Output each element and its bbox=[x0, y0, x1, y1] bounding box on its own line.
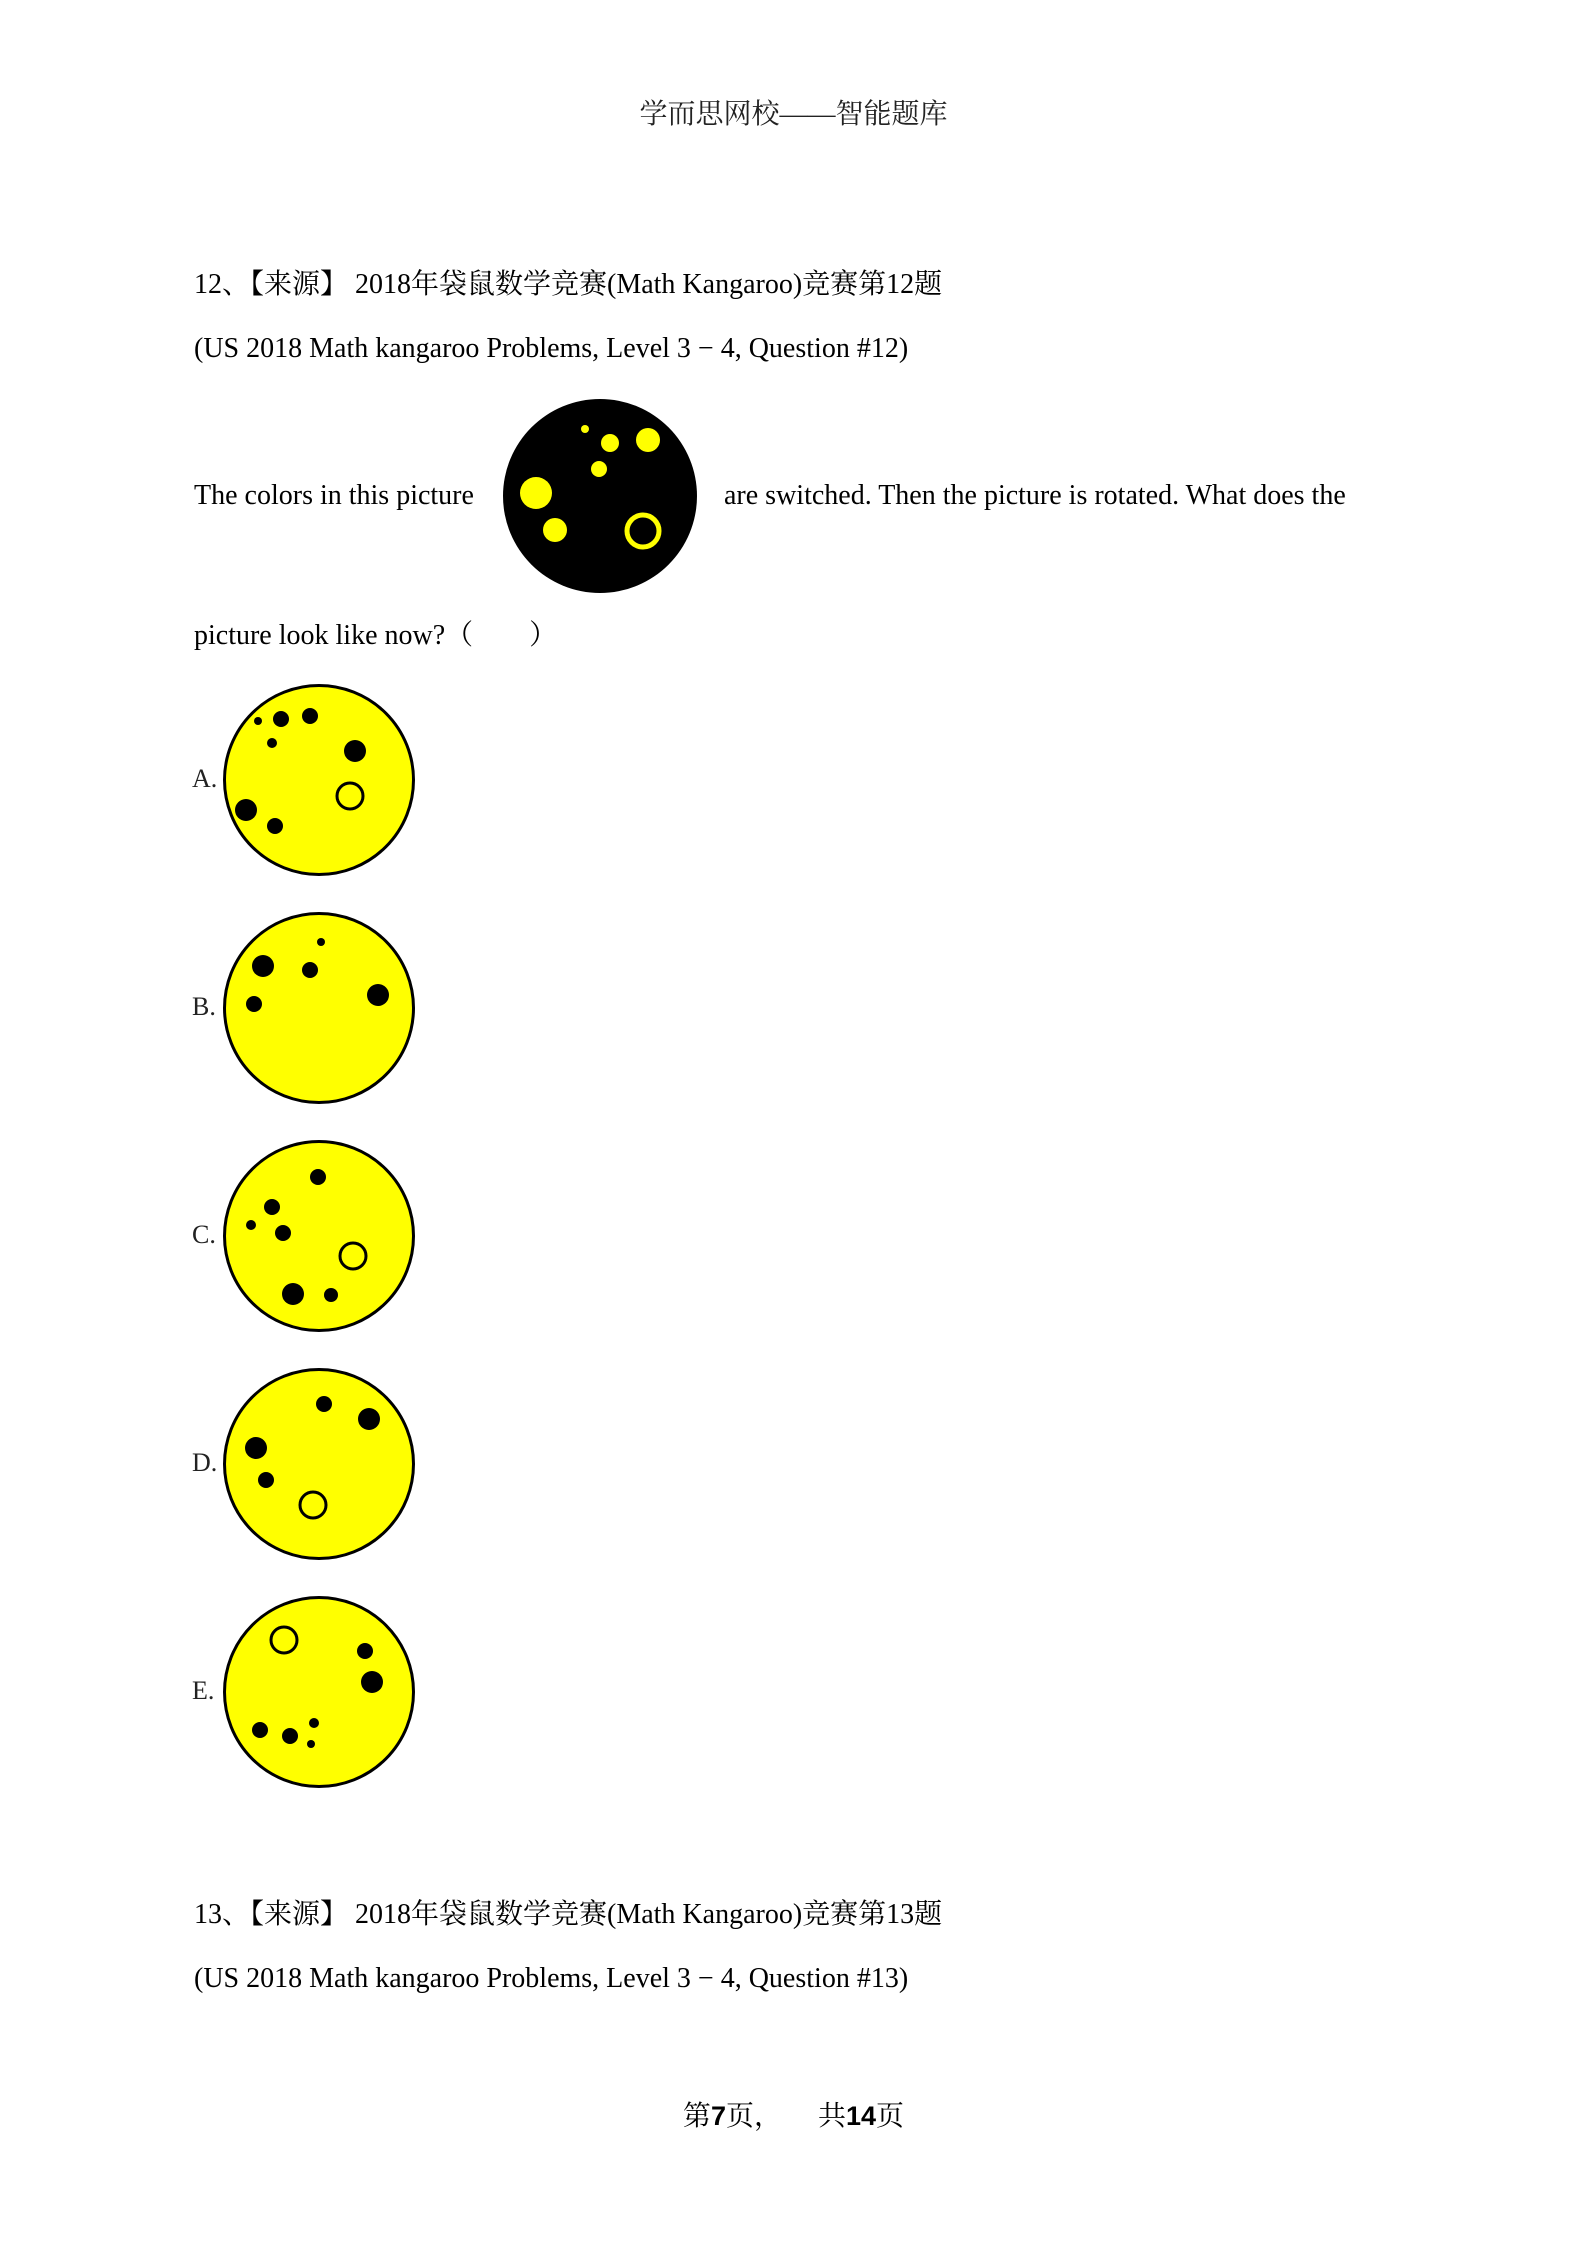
option-e-picture[interactable] bbox=[222, 1595, 416, 1789]
option-c-picture[interactable] bbox=[222, 1139, 416, 1333]
page-header-title: 学而思网校——智能题库 bbox=[639, 99, 948, 130]
option-a-label[interactable]: A. bbox=[192, 764, 218, 793]
question-13-source: 13、【来源】 2018年袋鼠数学竞赛(Math Kangaroo)竞赛第13题 bbox=[194, 1899, 943, 1930]
option-b-picture[interactable] bbox=[222, 911, 416, 1105]
option-d-label[interactable]: D. bbox=[192, 1448, 218, 1477]
page-footer bbox=[0, 2094, 1587, 2134]
question-12-text-part2: are switched. Then the picture is rotated. What does the bbox=[724, 480, 1346, 511]
option-b-label[interactable]: B. bbox=[192, 992, 216, 1021]
footer-total-number: 14 bbox=[846, 2101, 877, 2131]
footer-page-prefix: 第 bbox=[682, 2101, 711, 2132]
footer-total-suffix: 页 bbox=[876, 2101, 905, 2132]
footer-total-prefix: 共 bbox=[817, 2101, 846, 2132]
original-picture bbox=[502, 398, 698, 594]
footer-page-mid: 页， bbox=[725, 2101, 782, 2132]
option-e-label[interactable]: E. bbox=[192, 1676, 215, 1705]
question-12-source: 12、【来源】 2018年袋鼠数学竞赛(Math Kangaroo)竞赛第12题 bbox=[194, 269, 943, 300]
footer-page-number: 7 bbox=[710, 2101, 726, 2131]
question-13-reference: (US 2018 Math kangaroo Problems, Level 3 − 4, Question #13) bbox=[194, 1963, 909, 1994]
question-12-reference: (US 2018 Math kangaroo Problems, Level 3 − 4, Question #12) bbox=[194, 333, 909, 364]
option-d-picture[interactable] bbox=[222, 1367, 416, 1561]
option-a-picture[interactable] bbox=[222, 683, 416, 877]
question-12-text-part1: The colors in this picture bbox=[194, 480, 474, 511]
option-c-label[interactable]: C. bbox=[192, 1220, 216, 1249]
question-12-text-part3: picture look like now?（ ） bbox=[194, 620, 558, 651]
